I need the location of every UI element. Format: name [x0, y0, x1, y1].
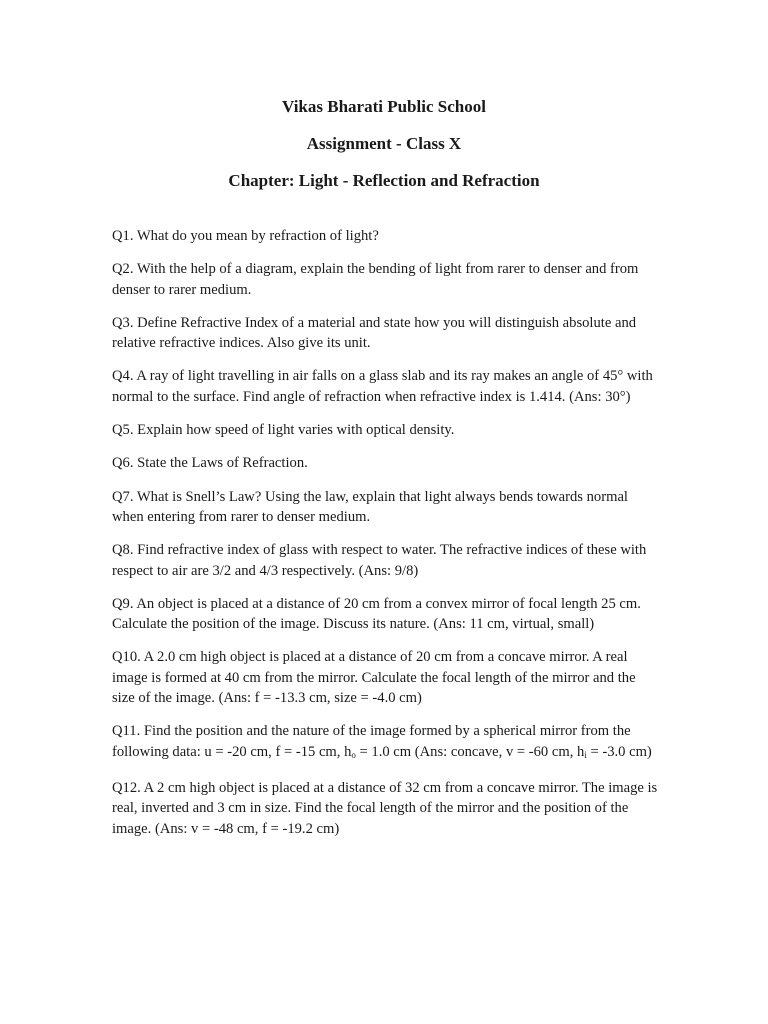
question-number: Q4.	[112, 368, 134, 385]
question-text: A 2 cm high object is placed at a distance of 32 cm from a concave mirror. The image is real, inverted and 3 cm in size. Find the focal length of the mirror and the position of the image. (Ans: v = -48 cm, f = -19.2 cm)	[112, 779, 658, 837]
question-number: Q10.	[112, 649, 141, 666]
question-12	[112, 778, 660, 839]
question-6	[112, 453, 660, 473]
question-list	[112, 226, 660, 852]
question-number: Q9.	[112, 595, 134, 612]
question-7	[112, 487, 660, 528]
question-3	[112, 313, 660, 354]
question-text: With the help of a diagram, explain the bending of light from rarer to denser and from denser to rarer medium.	[112, 261, 639, 298]
question-number: Q7.	[112, 488, 134, 505]
question-11	[112, 721, 660, 765]
question-number: Q3.	[112, 314, 134, 331]
question-number: Q5.	[112, 422, 134, 439]
question-number: Q11.	[112, 723, 141, 740]
question-number: Q1.	[112, 228, 134, 244]
question-5	[112, 420, 660, 440]
question-9	[112, 594, 660, 635]
question-text: What do you mean by refraction of light?	[136, 228, 379, 244]
question-text: A ray of light travelling in air falls on a glass slab and its ray makes an angle of 45° with normal to the surface. Find angle of refraction when refractive index is 1.414. (Ans: 30°)	[112, 368, 653, 405]
question-number: Q6.	[112, 455, 134, 472]
question-1	[112, 226, 660, 246]
question-text: Find the position and the nature of the image formed by a spherical mirror from the following data: u = -20 cm, f = -15 cm, h	[112, 723, 631, 760]
subscript: i	[584, 749, 587, 760]
question-2	[112, 259, 660, 300]
question-text: A 2.0 cm high object is placed at a distance of 20 cm from a concave mirror. A real image is formed at 40 cm from the mirror. Calculate the focal length of the mirror and the size of the image. (Ans: f = -13.3 cm, size = -4.0 cm)	[112, 649, 636, 707]
question-number: Q8.	[112, 542, 134, 559]
question-text: What is Snell’s Law? Using the law, explain that light always bends towards normal when entering from rarer to denser medium.	[112, 488, 628, 525]
assignment-title: Assignment - Class X	[306, 134, 462, 153]
question-text: Define Refractive Index of a material and state how you will distinguish absolute and relative refractive indices. Also give its unit.	[112, 314, 637, 352]
school-name: Vikas Bharati Public School	[282, 97, 486, 116]
question-text: Find refractive index of glass with respect to water. The refractive indices of these with respect to air are 3/2 and 4/3 respectively. (Ans: 9/8)	[112, 542, 647, 579]
question-number: Q12.	[112, 779, 141, 796]
question-number: Q2.	[112, 261, 134, 278]
question-4	[112, 366, 660, 407]
subscript: o	[351, 749, 356, 760]
question-text: Explain how speed of light varies with optical density.	[137, 422, 455, 439]
question-10	[112, 647, 660, 708]
question-text: State the Laws of Refraction.	[137, 455, 308, 472]
chapter-title: Chapter: Light - Reflection and Refraction	[228, 171, 540, 190]
question-8	[112, 540, 660, 581]
question-text: = 1.0 cm (Ans: concave, v = -60 cm, h	[355, 743, 585, 760]
question-text: An object is placed at a distance of 20 cm from a convex mirror of focal length 25 cm. Calculate the position of the image. Discuss its nature. (Ans: 11 cm, virtual, small)	[112, 595, 641, 633]
question-text: = -3.0 cm)	[586, 743, 652, 760]
